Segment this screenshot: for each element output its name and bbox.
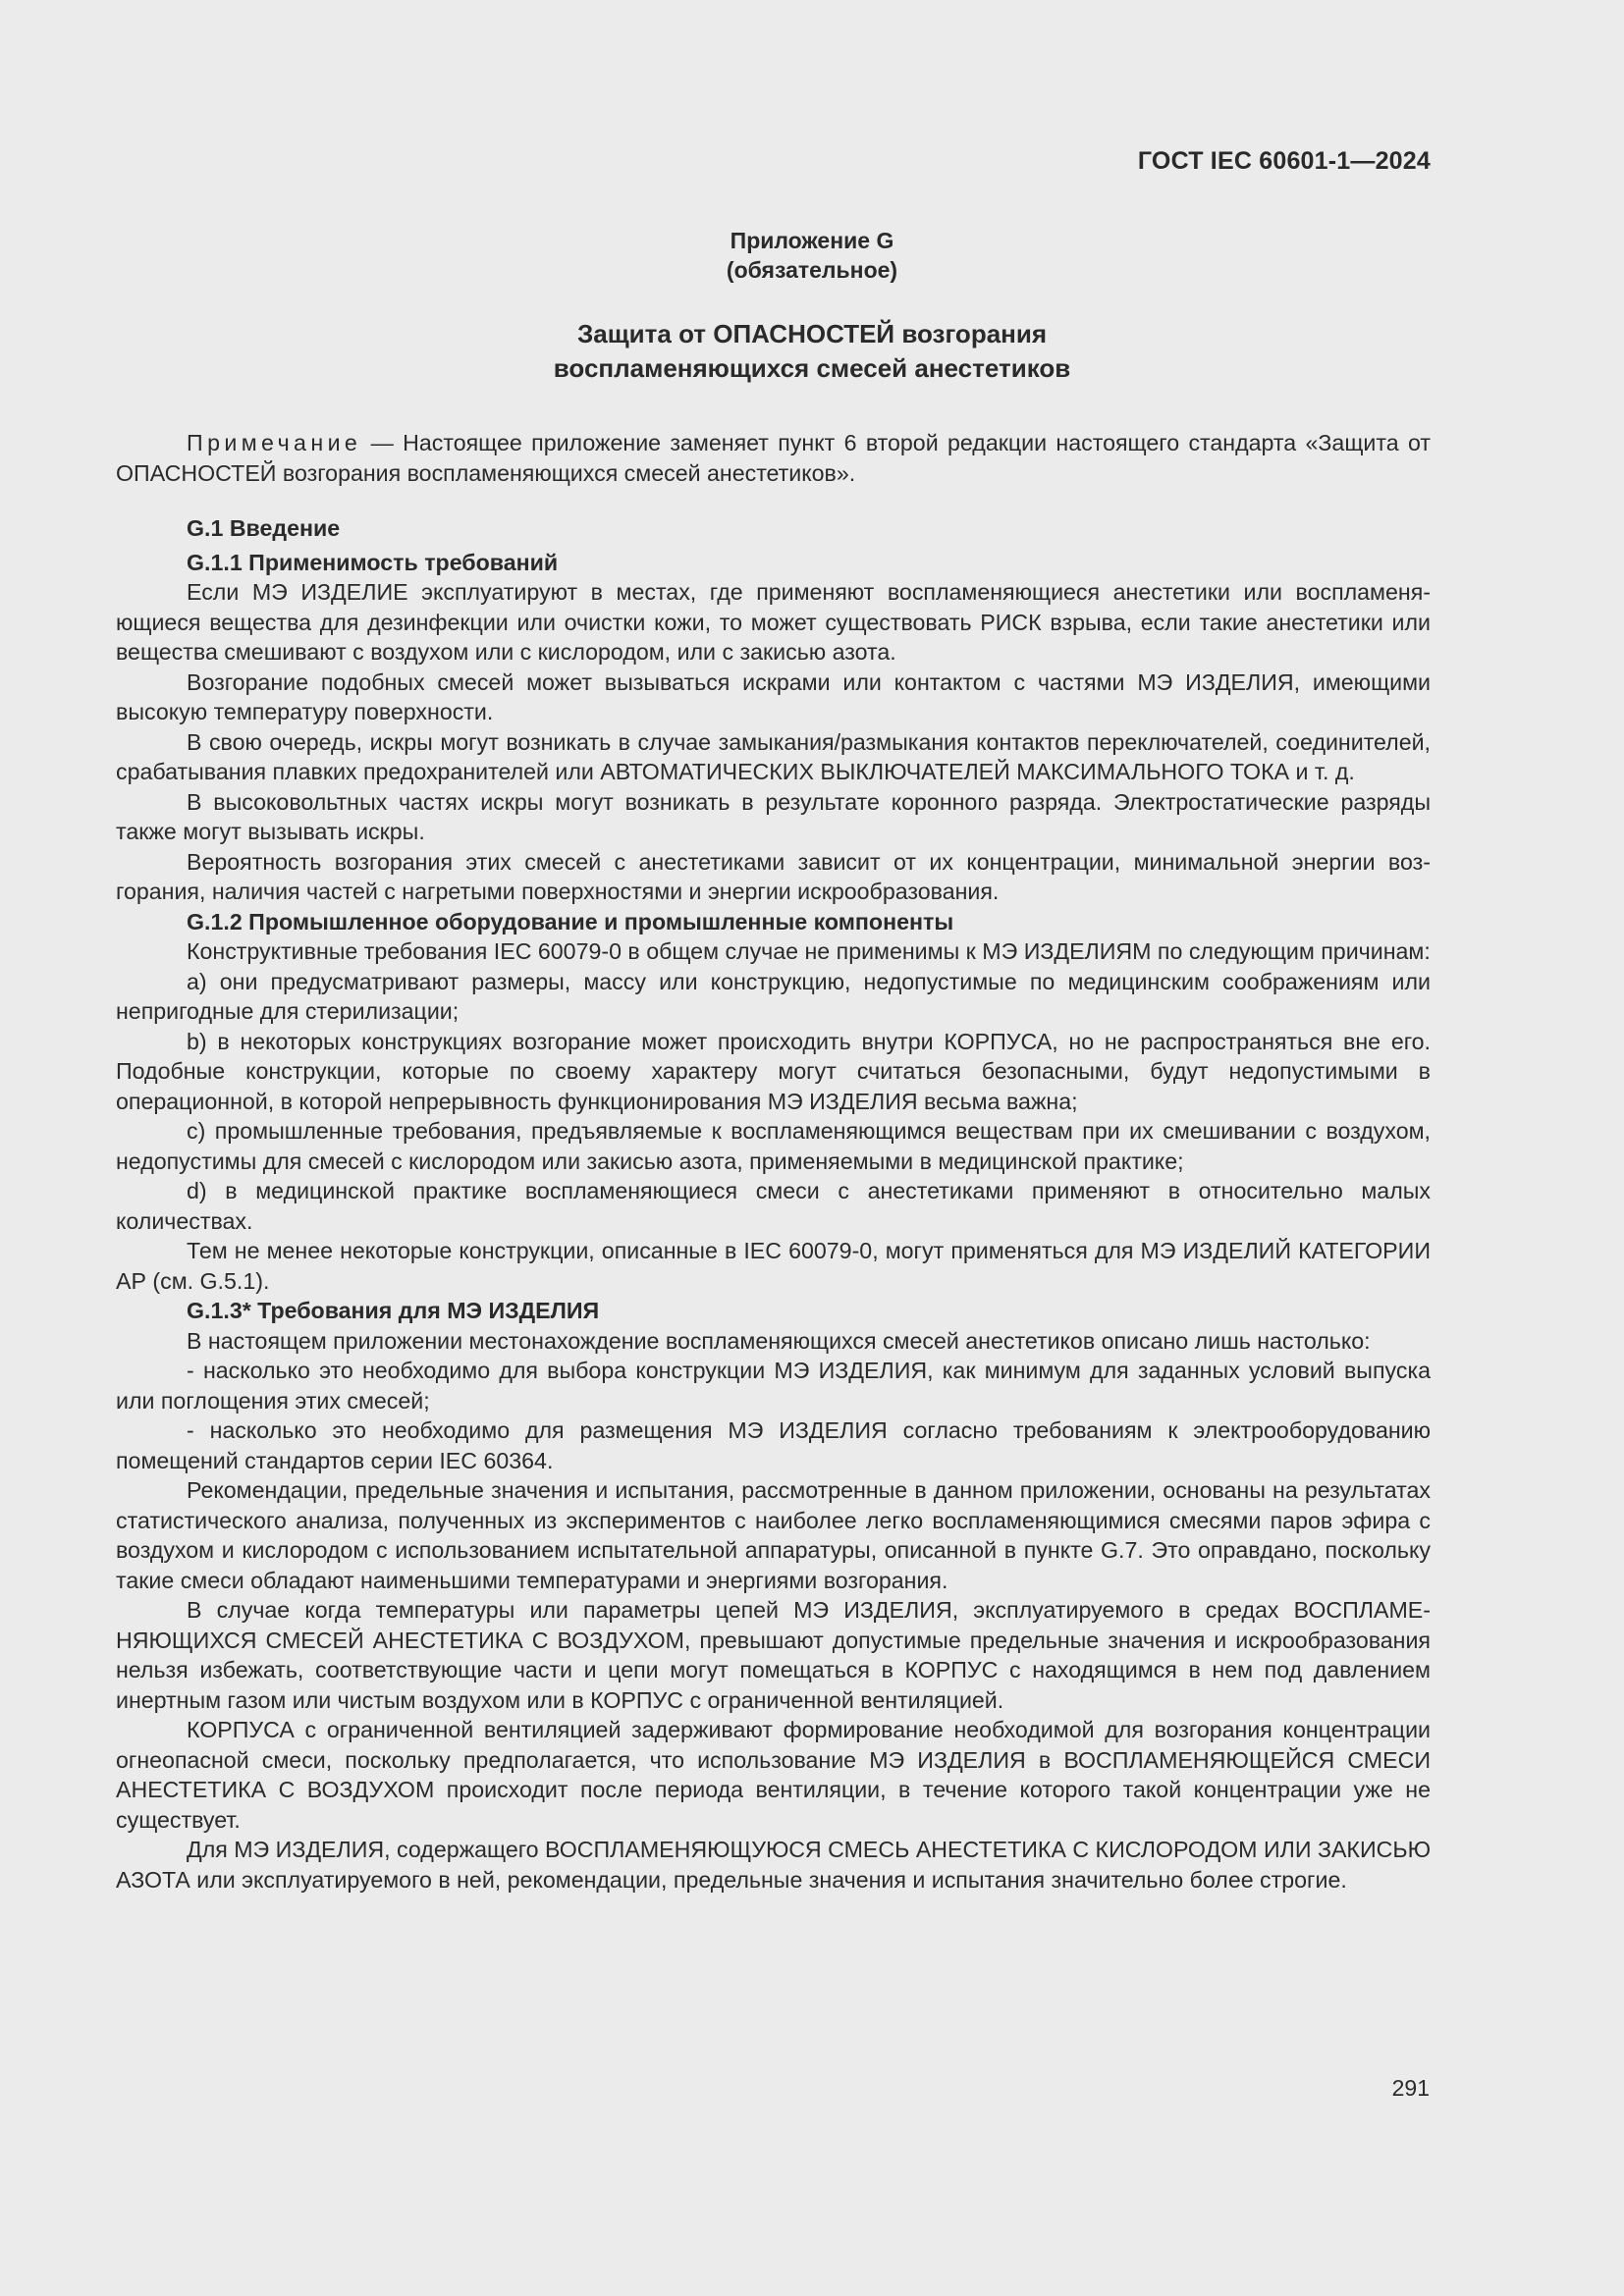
list-item: - насколько это необходимо для размещения МЭ ИЗДЕЛИЯ согласно требованиям к электрооборудованию помещений стандартов серии IEC 60364. [116,1417,1431,1473]
paragraph: В настоящем приложении местонахождение воспламеняющихся смесей анестетиков описано лишь настолько: [187,1327,1371,1354]
list-item: b) в некоторых конструкциях возгорание может происходить внутри КОРПУСА, но не распространяться вне его. Подобные конструкции, которые по своему характеру могут считаться безопасными, будут недопустимыми в операционной, в которой непрерывность функционирования МЭ ИЗДЕЛИЯ весьма важна; [116,1028,1431,1114]
paragraph: КОРПУСА с ограниченной вентиляцией задерживают формирование необходимой для возгорания концентрации огнеопасной смеси, поскольку предполагается, что использование МЭ ИЗДЕЛИЯ в ВОСПЛАМЕНЯЮЩЕЙСЯ СМЕСИ АНЕСТЕТИКА С ВОЗДУХОМ происходит после периода вентиляции, в течение которого такой концентрации уже не существует. [116,1717,1431,1833]
paragraph: Для МЭ ИЗДЕЛИЯ, содержащего ВОСПЛАМЕНЯЮЩУЮСЯ СМЕСЬ АНЕСТЕТИКА С КИСЛОРОДОМ ИЛИ ЗАКИСЬЮ АЗОТА или эксплуатируемого в ней, рекомендации, предельные значения и испытания значительно более строгие. [116,1837,1431,1893]
paragraph: Рекомендации, предельные значения и испытания, рассмотренные в данном приложении, основаны на результатах статистического анализа, полученных из экспериментов с наиболее легко воспламеняющимися смесями паров эфира с воздухом и кислородом с использованием испытательной аппаратуры, описанной в пункте G.7. Это оправдано, поскольку такие смеси обладают наименьшими температурами и энергиями возгорания. [116,1477,1431,1593]
paragraph: В случае когда температуры или параметры цепей МЭ ИЗДЕЛИЯ, эксплуатируемого в средах ВОСПЛАМЕНЯЮЩИХСЯ СМЕСЕЙ АНЕСТЕТИКА С ВОЗДУХОМ, превышают допустимые предельные значения и искрообразования нельзя избежать, соответствующие части и цепи могут помещаться в КОРПУС с находящимся в нем под давлением инертным газом или чистым воздухом или в КОРПУС с ограниченной вентиляцией. [116,1597,1431,1713]
paragraph: Возгорание подобных смесей может вызываться искрами или контактом с частями МЭ ИЗДЕЛИЯ, имеющими высокую температуру поверхности. [116,668,1431,724]
section-heading-g1-1: G.1.1 Применимость требований [187,549,559,575]
paragraph: В свою очередь, искры могут возникать в случае замыкания/размыкания контактов переключателей, соединителей, срабатывания плавких предохранителей или АВТОМАТИЧЕСКИХ ВЫКЛЮЧАТЕЛЕЙ МАКСИМАЛЬНОГО ТОКА и т. д. [116,728,1431,784]
title-line-2: воспламеняющихся смесей анестетиков [553,353,1071,383]
list-item: a) они предусматривают размеры, массу или конструкцию, недопустимые по медицинским соображениям или непригодные для стерилизации; [116,968,1431,1024]
paragraph: Вероятность возгорания этих смесей с анестетиками зависит от их концентрации, минимальной энергии возгорания, наличия частей с нагретыми поверхностями и энергии искрообразования. [116,848,1431,904]
paragraph: Если МЭ ИЗДЕЛИЕ эксплуатируют в местах, где применяют воспламеняющиеся анестетики или воспламеняющиеся вещества для дезинфекции или очистки кожи, то может существовать РИСК взрыва, если такие анестетики или вещества смешивают с воздухом или с кислородом, или с закисью азота. [116,579,1431,665]
appendix-heading [0,226,1624,285]
list-item: d) в медицинской практике воспламеняющиеся смеси с анестетиками применяют в относительно малых количествах. [116,1178,1431,1234]
paragraph: Конструктивные требования IEC 60079-0 в общем случае не применимы к МЭ ИЗДЕЛИЯМ по следующим причинам: [187,938,1431,964]
note-text: — Настоящее приложение заменяет пункт 6 второй редакции настоящего стандарта «Защита от ОПАСНОСТЕЙ возгорания воспламеняющихся смесей анестетиков». [116,430,1431,486]
paragraph: Тем не менее некоторые конструкции, описанные в IEC 60079-0, могут применяться для МЭ ИЗДЕЛИЙ КАТЕГОРИИ АР (см. G.5.1). [116,1238,1431,1294]
page-number: 291 [1391,2075,1430,2101]
list-item: c) промышленные требования, предъявляемые к воспламеняющимся веществам при их смешивании с воздухом, недопустимы для смесей с кислородом или закисью азота, применяемыми в медицинской практике; [116,1118,1431,1174]
list-item: - насколько это необходимо для выбора конструкции МЭ ИЗДЕЛИЯ, как минимум для заданных условий выпуска или поглощения этих смесей; [116,1358,1431,1414]
note-paragraph [116,428,1431,488]
page-title [0,317,1624,386]
document-body [116,428,1431,1895]
section-heading-g1: G.1 Введение [187,515,341,541]
note-label: Примечание [187,430,362,455]
document-standard-code: ГОСТ IEC 60601-1—2024 [1137,147,1431,175]
title-line-1: Защита от ОПАСНОСТЕЙ возгорания [576,319,1048,348]
appendix-label: Приложение G [730,228,894,253]
section-heading-g1-2: G.1.2 Промышленное оборудование и промышленные компоненты [187,908,954,934]
paragraph: В высоковольтных частях искры могут возникать в результате коронного разряда. Электростатические разряды также могут вызывать искры. [116,788,1431,844]
section-heading-g1-3: G.1.3* Требования для МЭ ИЗДЕЛИЯ [187,1298,600,1323]
appendix-status: (обязательное) [726,257,898,283]
